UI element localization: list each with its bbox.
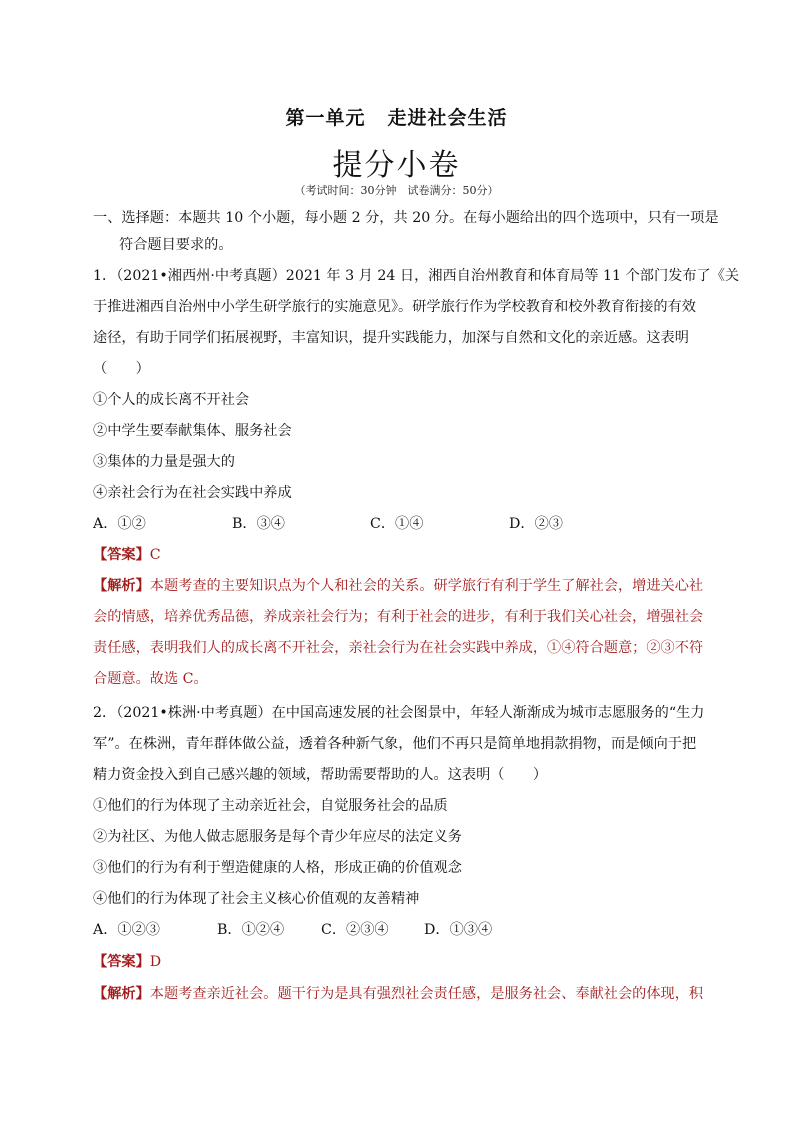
- q1-stem-line: 途径，有助于同学们拓展视野，丰富知识，提升实践能力，加深与自然和文化的亲近感。这表明: [93, 330, 689, 346]
- q2-stem-line: 2．（2021•株洲·中考真题）在中国高速发展的社会图景中，年轻人渐渐成为城市志愿服务的“生力: [93, 705, 705, 721]
- paper-title: 提分小卷: [332, 148, 461, 183]
- answer-tag: 【答案】: [93, 954, 150, 970]
- q1-stem-line: （ ）: [93, 361, 150, 377]
- q2-option-a: A．①②③: [93, 922, 160, 938]
- unit-number: 第一单元: [285, 107, 366, 129]
- q1-analysis-line: 会的情感，培养优秀品德，养成亲社会行为；有利于社会的进步，有利于我们关心社会，增强社会: [93, 609, 704, 625]
- q1-analysis-line: [93, 576, 703, 596]
- analysis-tag: 【解析】: [93, 578, 150, 594]
- q2-analysis-line: [93, 984, 703, 1004]
- q1-option-b: B．③④: [232, 516, 285, 532]
- q1-statement: ④亲社会行为在社会实践中养成: [93, 485, 292, 501]
- analysis-tag: 【解析】: [93, 986, 150, 1002]
- q2-stem-line: 精力资金投入到自己感兴趣的领域，帮助需要帮助的人。这表明（ ）: [93, 767, 548, 783]
- q1-stem-line: 于推进湘西自治州中小学生研学旅行的实施意见》。研学旅行作为学校教育和校外教育衔接的有效: [93, 299, 696, 315]
- unit-title: [0, 103, 793, 130]
- q2-statement: ③他们的行为有利于塑造健康的人格，形成正确的价值观念: [93, 860, 462, 876]
- q1-option-d: D．②③: [509, 516, 563, 532]
- q2-option-b: B．①②④: [217, 922, 285, 938]
- q2-stem-line: 军”。在株洲，青年群体做公益，透着各种新气象，他们不再只是简单地捐款捐物，而是倾向于把: [93, 736, 697, 752]
- q1-option-a: A．①②: [93, 516, 146, 532]
- answer-value: D: [149, 954, 162, 970]
- q2-option-c: C．②③④: [321, 922, 389, 938]
- analysis-text: 本题考查亲近社会。题干行为是具有强烈社会责任感，是服务社会、奉献社会的体现，积: [149, 986, 704, 1002]
- q2-statement: ②为社区、为他人做志愿服务是每个青少年应尽的法定义务: [93, 829, 462, 845]
- q1-statement: ③集体的力量是强大的: [93, 454, 235, 470]
- section-instruction-cont: 符合题目要求的。: [119, 237, 233, 253]
- q2-statement: ④他们的行为体现了社会主义核心价值观的友善精神: [93, 891, 420, 907]
- q2-option-d: D．①③④: [424, 922, 493, 938]
- answer-value: C: [149, 547, 161, 563]
- q1-answer: [93, 545, 703, 565]
- q1-stem-line: 1．（2021•湘西州·中考真题）2021 年 3 月 24 日，湘西自治州教育和体育局等 11 个部门发布了《关: [93, 268, 740, 284]
- q2-answer: [93, 952, 703, 972]
- q1-statement: ②中学生要奉献集体、服务社会: [93, 423, 292, 439]
- q1-statement: ①个人的成长离不开社会: [93, 392, 250, 408]
- exam-info: （考试时间：30分钟 试卷满分：50分）: [294, 184, 499, 197]
- answer-tag: 【答案】: [93, 547, 150, 563]
- section-instruction: 一、选择题：本题共 10 个小题，每小题 2 分，共 20 分。在每小题给出的四个选项中，只有一项是: [93, 210, 719, 226]
- q1-analysis-line: 责任感，表明我们人的成长离不开社会，亲社会行为在社会实践中养成，①④符合题意；②③不符: [93, 640, 704, 656]
- analysis-text: 本题考查的主要知识点为个人和社会的关系。研学旅行有利于学生了解社会，增进关心社: [149, 578, 704, 594]
- q1-analysis-line: 合题意。故选 C。: [93, 671, 208, 687]
- unit-name: 走进社会生活: [387, 107, 508, 129]
- q1-option-c: C．①④: [370, 516, 424, 532]
- q2-statement: ①他们的行为体现了主动亲近社会，自觉服务社会的品质: [93, 798, 448, 814]
